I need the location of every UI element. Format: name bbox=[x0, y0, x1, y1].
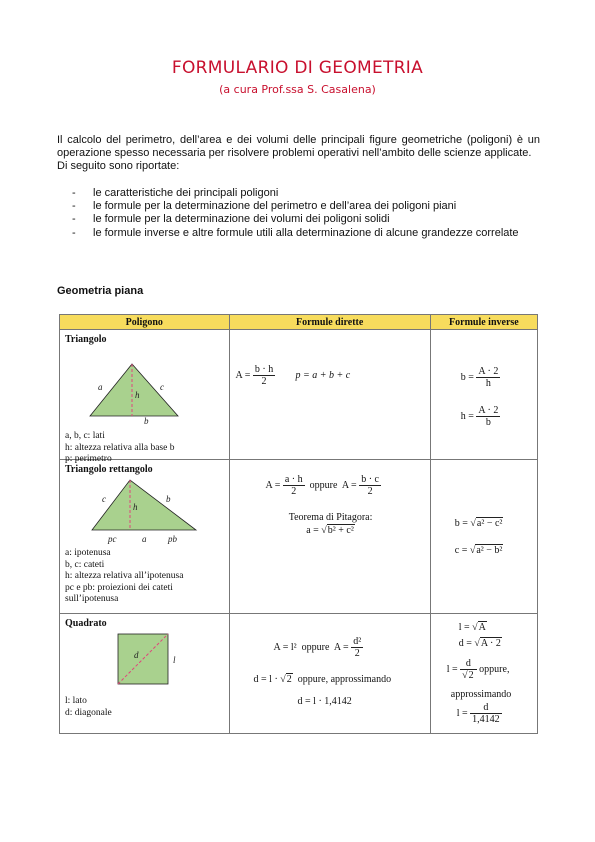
note: d: diagonale bbox=[65, 707, 112, 718]
formula-inverse-d: d = √A · 2 bbox=[458, 638, 501, 649]
label-l: l bbox=[173, 655, 176, 665]
section-title: Geometria piana bbox=[57, 285, 144, 297]
radicand: a² − b² bbox=[476, 545, 503, 556]
table-header-row bbox=[60, 315, 538, 330]
fraction bbox=[283, 474, 305, 497]
formula-note: oppure, bbox=[479, 663, 510, 675]
formula-area-rettangolo bbox=[266, 474, 381, 497]
formula-inverse-l-sqrt bbox=[447, 658, 510, 681]
label-a: a bbox=[98, 382, 103, 392]
quadrato-notes bbox=[65, 696, 112, 719]
intro-text bbox=[57, 134, 540, 174]
oppure-text: oppure bbox=[309, 479, 338, 491]
formula-inverse-b bbox=[461, 366, 501, 389]
formula-inverse-l-approx bbox=[457, 702, 502, 725]
formula-note: oppure, approssimando bbox=[297, 674, 392, 685]
note: a: ipotenusa bbox=[65, 548, 111, 558]
fraction bbox=[476, 366, 500, 389]
right-triangle-figure bbox=[60, 476, 230, 546]
formula-pitagora: a = √b² + c² bbox=[306, 525, 354, 536]
label-pc: pc bbox=[108, 534, 117, 544]
cell-triangolo-dirette bbox=[229, 330, 430, 460]
fraction bbox=[359, 474, 381, 497]
square-figure bbox=[60, 630, 230, 690]
denominator: √2 bbox=[462, 670, 474, 681]
denominator: 2 bbox=[354, 648, 360, 659]
denominator: 2 bbox=[261, 376, 267, 387]
cell-quadrato-inverse bbox=[430, 614, 537, 734]
table-row bbox=[60, 330, 538, 460]
numerator: a · h bbox=[284, 474, 303, 485]
header-formule-inverse: Formule inverse bbox=[430, 315, 537, 330]
header-poligono: Poligono bbox=[60, 315, 230, 330]
table-row bbox=[60, 460, 538, 614]
note: sull’ipotenusa bbox=[65, 594, 119, 604]
radicand: 2 bbox=[286, 674, 292, 685]
denominator: 2 bbox=[367, 486, 373, 497]
fraction bbox=[460, 658, 477, 681]
label-h: h bbox=[135, 390, 140, 400]
radicand: a² − c² bbox=[476, 518, 503, 529]
formula-note: approssimando bbox=[450, 689, 512, 700]
formula-lhs: l = bbox=[456, 707, 468, 719]
label-b: b bbox=[144, 416, 149, 426]
formula-diagonale-approx: d = l · 1,4142 bbox=[297, 696, 352, 707]
label-d: d bbox=[134, 650, 139, 660]
label-pb: pb bbox=[168, 534, 177, 544]
page-title: FORMULARIO DI GEOMETRIA bbox=[171, 58, 424, 78]
numerator: A · 2 bbox=[478, 366, 499, 377]
list-item: - le formule per la determinazione dei volumi dei poligoni solidi bbox=[72, 213, 540, 226]
cell-rettangolo-inverse bbox=[430, 460, 537, 614]
formula-lhs: h = bbox=[460, 410, 474, 422]
formula-area bbox=[236, 364, 276, 387]
formula-area-quadrato bbox=[274, 636, 364, 659]
denominator: b bbox=[485, 417, 491, 428]
fraction bbox=[470, 702, 502, 725]
cell-quadrato-dirette bbox=[229, 614, 430, 734]
label-h: h bbox=[133, 502, 138, 512]
label-a: a bbox=[142, 534, 147, 544]
note: p: perimetro bbox=[65, 454, 112, 464]
quadrato-title: Quadrato bbox=[65, 618, 107, 629]
formula-lhs: l = bbox=[458, 622, 470, 633]
cell-rettangolo-dirette bbox=[229, 460, 430, 614]
numerator: A · 2 bbox=[478, 405, 499, 416]
formula-inverse-c: c = √a² − b² bbox=[454, 545, 503, 556]
cell-quadrato bbox=[60, 614, 230, 734]
cell-rettangolo bbox=[60, 460, 230, 614]
rettangolo-title: Triangolo rettangolo bbox=[65, 464, 153, 475]
formula-table bbox=[59, 314, 538, 734]
intro-lead: Di seguito sono riportate: bbox=[57, 160, 180, 173]
numerator: d bbox=[470, 702, 502, 714]
intro-paragraph: Il calcolo del perimetro, dell’area e dei volumi delle principali figure geometriche (poligoni) è un operazione spesso necessaria per risolvere problemi operativi nell’ambito delle scienze applicate. bbox=[57, 134, 540, 160]
oppure-text: oppure bbox=[301, 641, 330, 653]
note: h: altezza relativa all’ipotenusa bbox=[65, 571, 184, 581]
numerator: d² bbox=[353, 636, 362, 647]
note: h: altezza relativa alla base b bbox=[65, 442, 175, 453]
triangle-figure bbox=[60, 348, 230, 428]
cell-triangolo bbox=[60, 330, 230, 464]
note: l: lato bbox=[65, 696, 87, 706]
pitagora-label: Teorema di Pitagora: bbox=[288, 512, 373, 523]
formula-lhs: b = bbox=[460, 371, 474, 383]
formula-perimeter: p = a + b + c bbox=[295, 370, 351, 381]
denominator: h bbox=[485, 378, 491, 389]
radicand: A · 2 bbox=[480, 638, 501, 649]
formula-inverse-h bbox=[461, 405, 501, 428]
formula-inverse-b: b = √a² − c² bbox=[454, 518, 503, 529]
formula-lhs: A = bbox=[235, 369, 251, 381]
formula-diagonale: d = l · √2 oppure, approssimando bbox=[253, 674, 392, 685]
intro-list bbox=[72, 187, 540, 240]
formula-lhs: d = l · bbox=[253, 674, 278, 685]
radicand: A bbox=[478, 622, 486, 633]
header-formule-dirette: Formule dirette bbox=[229, 315, 430, 330]
triangolo-title: Triangolo bbox=[65, 334, 107, 345]
fraction bbox=[351, 636, 363, 659]
denominator: 1,4142 bbox=[472, 714, 500, 725]
note: a, b, c: lati bbox=[65, 431, 105, 441]
formula-lhs: a = bbox=[306, 525, 319, 536]
page-subtitle: (a cura Prof.ssa S. Casalena) bbox=[219, 83, 376, 96]
cell-triangolo-inverse bbox=[430, 330, 537, 460]
triangle-shape bbox=[90, 364, 178, 416]
radicand: 2 bbox=[468, 670, 474, 681]
rettangolo-notes bbox=[65, 548, 183, 606]
formula-lhs: d = bbox=[458, 638, 472, 649]
formula-inverse-l: l = √A bbox=[458, 622, 486, 633]
fraction bbox=[253, 364, 275, 387]
numerator: d bbox=[460, 658, 477, 670]
radicand: b² + c² bbox=[327, 525, 354, 536]
formula-lhs: A = l² bbox=[273, 641, 297, 653]
table-row bbox=[60, 614, 538, 734]
formula-lhs: b = bbox=[454, 518, 468, 529]
denominator: 2 bbox=[291, 486, 297, 497]
label-c: c bbox=[102, 494, 106, 504]
formula-lhs: A = bbox=[333, 641, 349, 653]
formula-lhs: A = bbox=[341, 479, 357, 491]
formula-lhs: l = bbox=[446, 663, 458, 675]
label-c: c bbox=[160, 382, 164, 392]
list-item: - le formule inverse e altre formule utili alla determinazione di alcune grandezze correlate bbox=[72, 227, 540, 240]
fraction bbox=[476, 405, 500, 428]
note: pc e pb: proiezioni dei cateti bbox=[65, 582, 173, 593]
list-item: - le caratteristiche dei principali poligoni bbox=[72, 187, 540, 200]
right-triangle-shape bbox=[92, 480, 196, 530]
note: b, c: cateti bbox=[65, 559, 105, 570]
label-b: b bbox=[166, 494, 171, 504]
numerator: b · h bbox=[254, 364, 274, 375]
list-item: - le formule per la determinazione del perimetro e dell’area dei poligoni piani bbox=[72, 200, 540, 213]
formula-lhs: c = bbox=[454, 545, 468, 556]
formula-lhs: A = bbox=[265, 479, 281, 491]
numerator: b · c bbox=[361, 474, 379, 485]
